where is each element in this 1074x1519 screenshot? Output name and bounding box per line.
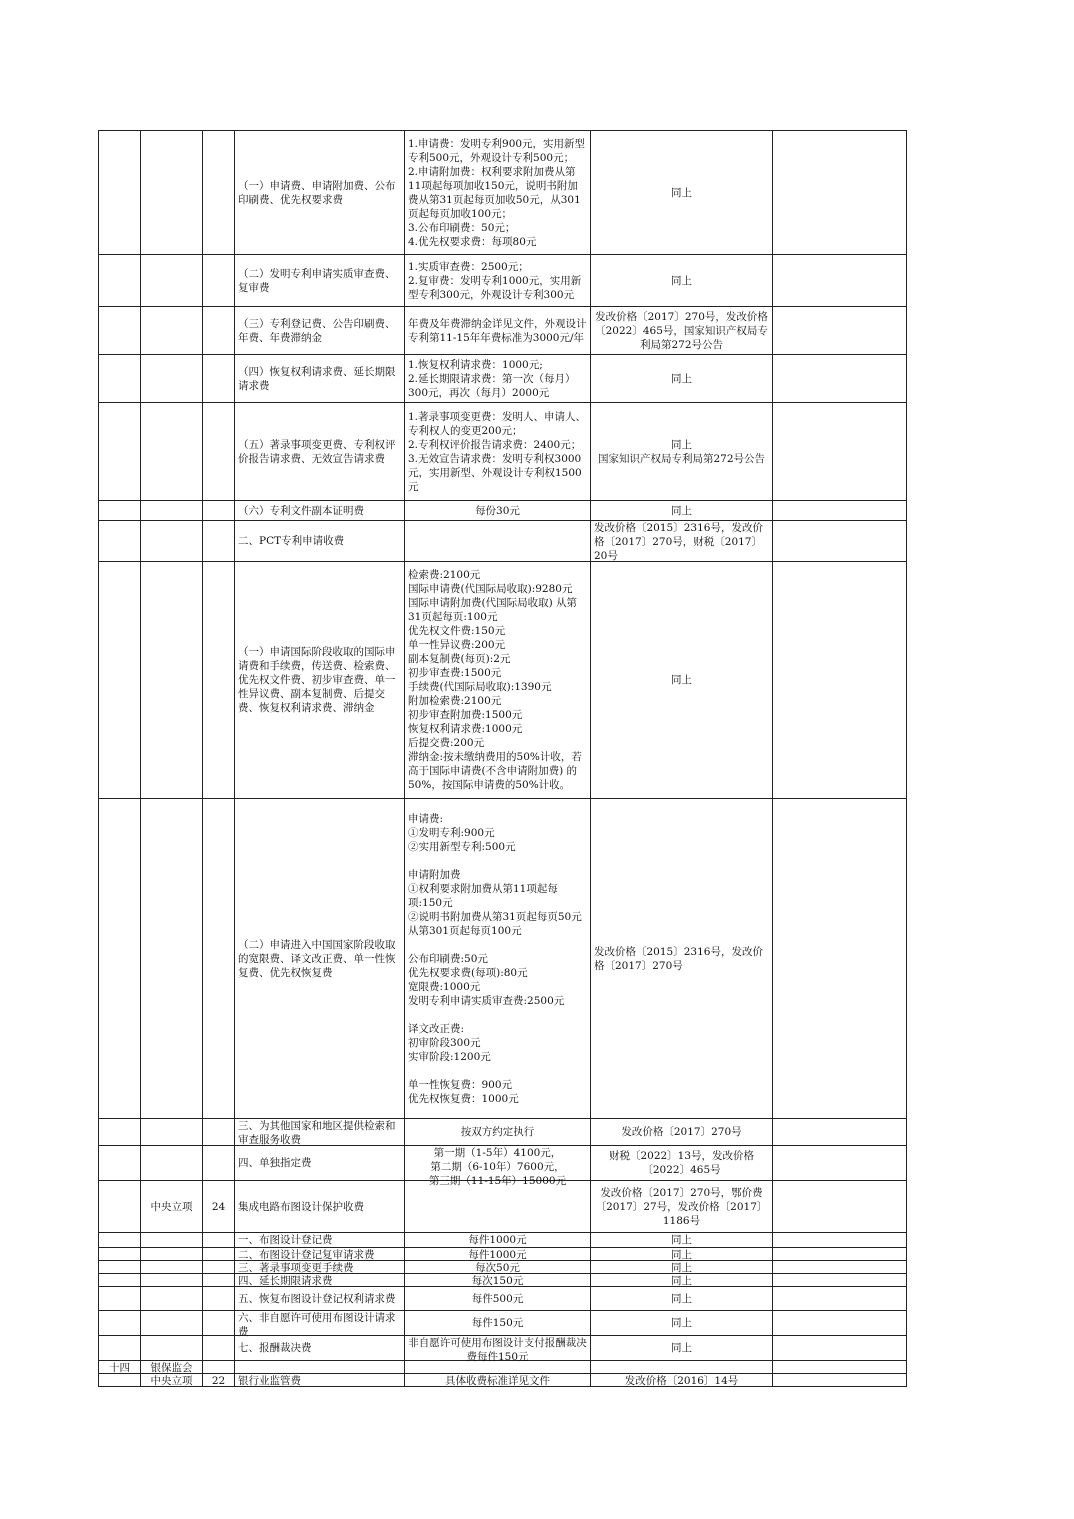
basis-text: 同上 xyxy=(671,1234,692,1246)
basis-cell xyxy=(591,562,773,799)
number-cell xyxy=(203,1374,235,1387)
number-cell xyxy=(203,307,235,355)
seq-text: 十四 xyxy=(109,1362,130,1374)
number-cell xyxy=(203,403,235,501)
basis-cell xyxy=(591,1361,773,1374)
table-row xyxy=(99,355,907,403)
seq-cell xyxy=(99,1287,141,1311)
basis-cell xyxy=(591,307,773,355)
table-row xyxy=(99,1146,907,1181)
item-cell xyxy=(235,501,405,521)
standard-cell xyxy=(405,1181,591,1233)
basis-text: 同上 xyxy=(671,1249,692,1261)
item-cell xyxy=(235,1248,405,1261)
item-cell xyxy=(235,1287,405,1311)
number-text: 24 xyxy=(211,1200,226,1213)
standard-cell xyxy=(405,131,591,255)
note-cell xyxy=(773,1248,907,1261)
item-text: （一）申请国际阶段收取的国际申请费和手续费，传送费、检索费、优先权文件费、初步审查费、单一性异议费、副本复制费、后提交费、恢复权利请求费、滞纳金 xyxy=(238,646,396,714)
number-cell xyxy=(203,1248,235,1261)
category-cell xyxy=(141,501,203,521)
fee-table xyxy=(98,130,907,1387)
table-row xyxy=(99,1311,907,1336)
basis-cell xyxy=(591,1336,773,1361)
note-cell xyxy=(773,562,907,799)
table-row xyxy=(99,1374,907,1387)
category-cell xyxy=(141,1119,203,1146)
category-text: 银保监会 xyxy=(150,1362,193,1374)
item-cell xyxy=(235,1274,405,1287)
note-cell xyxy=(773,131,907,255)
basis-text: 发改价格〔2015〕2316号，发改价格〔2017〕270号 xyxy=(594,945,763,972)
seq-cell xyxy=(99,1181,141,1233)
seq-cell xyxy=(99,799,141,1119)
category-cell xyxy=(141,307,203,355)
seq-cell xyxy=(99,501,141,521)
standard-cell xyxy=(405,1261,591,1274)
note-cell xyxy=(773,1361,907,1374)
category-cell xyxy=(141,355,203,403)
item-cell xyxy=(235,1336,405,1361)
basis-cell xyxy=(591,1181,773,1233)
seq-cell xyxy=(99,1311,141,1336)
basis-text: 同上 xyxy=(671,1262,692,1274)
table-row xyxy=(99,501,907,521)
note-cell xyxy=(773,501,907,521)
table-row xyxy=(99,521,907,562)
standard-text: 非自愿许可使用布图设计支付报酬裁决费每件150元 xyxy=(408,1337,587,1363)
item-cell xyxy=(235,131,405,255)
category-cell xyxy=(141,1181,203,1233)
basis-text: 同上 xyxy=(671,186,692,199)
standard-cell xyxy=(405,255,591,307)
number-cell xyxy=(203,1336,235,1361)
note-cell xyxy=(773,1336,907,1361)
note-cell xyxy=(773,799,907,1119)
basis-cell xyxy=(591,1146,773,1181)
category-cell xyxy=(141,1248,203,1261)
item-text: （二）申请进入中国国家阶段收取的宽限费、译文改正费、单一性恢复费、优先权恢复费 xyxy=(238,938,396,979)
seq-cell xyxy=(99,1248,141,1261)
item-text: 七、报酬裁决费 xyxy=(238,1342,312,1354)
basis-cell xyxy=(591,1311,773,1336)
item-text: 四、单独指定费 xyxy=(238,1157,312,1169)
standard-cell xyxy=(405,799,591,1119)
table-row xyxy=(99,255,907,307)
standard-cell xyxy=(405,403,591,501)
basis-text: 同上 xyxy=(671,1342,692,1354)
category-cell xyxy=(141,562,203,799)
basis-cell xyxy=(591,403,773,501)
item-text: （三）专利登记费、公告印刷费、年费、年费滞纳金 xyxy=(238,317,396,344)
standard-cell xyxy=(405,1146,591,1187)
note-cell xyxy=(773,1146,907,1181)
category-cell xyxy=(141,1261,203,1274)
category-cell xyxy=(141,255,203,307)
basis-text: 发改价格〔2017〕270号，发改价格〔2022〕465号，国家知识产权局专利局第272号公告 xyxy=(595,310,768,351)
item-cell xyxy=(235,1119,405,1146)
note-cell xyxy=(773,1233,907,1248)
table-row xyxy=(99,1181,907,1233)
item-cell xyxy=(235,1233,405,1248)
standard-cell xyxy=(405,1233,591,1248)
category-cell xyxy=(141,403,203,501)
category-cell xyxy=(141,799,203,1119)
item-text: （五）著录事项变更费、专利权评价报告请求费、无效宣告请求费 xyxy=(238,438,396,465)
note-cell xyxy=(773,307,907,355)
basis-text: 发改价格〔2017〕270号，鄂价费〔2017〕27号，发改价格〔2017〕1186号 xyxy=(595,1186,768,1227)
category-cell xyxy=(141,1287,203,1311)
standard-text: 每次150元 xyxy=(471,1275,524,1287)
number-cell xyxy=(203,131,235,255)
standard-text: 按双方约定执行 xyxy=(460,1126,535,1138)
basis-cell xyxy=(591,1374,773,1387)
note-cell xyxy=(773,403,907,501)
number-cell xyxy=(203,521,235,562)
category-cell xyxy=(141,521,203,562)
standard-text: 每件150元 xyxy=(471,1317,524,1329)
standard-text: 申请费: ①发明专利:900元 ②实用新型专利:500元 申请附加费 ①权利要求附加费从第11项起每项:150元 ②说明书附加费从第31页起每页50元 从第301页起每页100元 公布印刷费:50元 优先权要求费(每项):80元 宽限费:1000元 发明专利申请实质审查费:2500元 译文改正费: 初审阶段300元 实审阶段:1200元 单一性恢复费：900元 优先权恢复费：1000元 xyxy=(408,812,582,1105)
basis-text: 同上 xyxy=(671,1292,692,1305)
seq-cell xyxy=(99,255,141,307)
note-cell xyxy=(773,255,907,307)
item-text: 三、为其他国家和地区提供检索和审查服务收费 xyxy=(238,1120,396,1146)
basis-cell xyxy=(591,131,773,255)
table-row xyxy=(99,1119,907,1146)
standard-cell xyxy=(405,1311,591,1336)
basis-text: 同上 xyxy=(671,274,692,287)
category-text: 中央立项 xyxy=(150,1200,193,1213)
seq-cell xyxy=(99,131,141,255)
standard-cell xyxy=(405,1374,591,1387)
category-cell xyxy=(141,1311,203,1336)
note-cell xyxy=(773,521,907,562)
basis-text: 同上 xyxy=(671,674,692,686)
basis-cell xyxy=(591,1119,773,1146)
item-text: 集成电路布图设计保护收费 xyxy=(238,1200,364,1213)
standard-cell xyxy=(405,1119,591,1146)
standard-text: 第一期（1-5年）4100元， 第二期（6-10年）7600元， 第三期（11-15年）15000元 xyxy=(428,1147,567,1187)
standard-text: 每件1000元 xyxy=(468,1234,527,1246)
basis-text: 同上 xyxy=(671,372,692,385)
table-row xyxy=(99,1261,907,1274)
standard-text: 1.实质审查费：2500元； 2.复审费：发明专利1000元，实用新型专利300元，外观设计专利300元 xyxy=(408,260,582,301)
item-cell xyxy=(235,1181,405,1233)
category-cell xyxy=(141,1361,203,1374)
seq-cell xyxy=(99,1261,141,1274)
item-cell xyxy=(235,799,405,1119)
seq-cell xyxy=(99,1146,141,1181)
number-cell xyxy=(203,1274,235,1287)
category-cell xyxy=(141,1374,203,1387)
seq-cell xyxy=(99,1361,141,1374)
number-cell xyxy=(203,1119,235,1146)
basis-cell xyxy=(591,355,773,403)
category-cell xyxy=(141,1336,203,1361)
standard-text: 每份30元 xyxy=(475,504,520,517)
item-text: 六、非自愿许可使用布图设计请求费 xyxy=(238,1312,396,1338)
standard-cell xyxy=(405,1248,591,1261)
standard-text: 每件1000元 xyxy=(468,1249,527,1261)
basis-text: 发改价格〔2015〕2316号，发改价格〔2017〕270号，财税〔2017〕20号 xyxy=(594,522,763,562)
item-cell xyxy=(235,1361,405,1374)
basis-text: 财税〔2022〕13号，发改价格〔2022〕465号 xyxy=(608,1150,755,1176)
standard-cell xyxy=(405,1274,591,1287)
standard-cell xyxy=(405,562,591,799)
note-cell xyxy=(773,1119,907,1146)
standard-text: 每件500元 xyxy=(471,1292,524,1305)
item-text: 二、PCT专利申请收费 xyxy=(238,535,345,547)
basis-cell xyxy=(591,1287,773,1311)
item-text: （六）专利文件副本证明费 xyxy=(238,504,364,517)
note-cell xyxy=(773,1274,907,1287)
seq-cell xyxy=(99,562,141,799)
seq-cell xyxy=(99,1374,141,1387)
item-text: 一、布图设计登记费 xyxy=(238,1234,333,1246)
item-text: （四）恢复权利请求费、延长期限请求费 xyxy=(238,365,396,392)
category-cell xyxy=(141,1146,203,1181)
number-cell xyxy=(203,1146,235,1181)
number-cell xyxy=(203,1311,235,1336)
item-cell xyxy=(235,255,405,307)
table-row xyxy=(99,403,907,501)
seq-cell xyxy=(99,1233,141,1248)
basis-text: 同上 xyxy=(671,1275,692,1287)
item-cell xyxy=(235,1374,405,1387)
basis-text: 同上 xyxy=(671,504,692,517)
number-cell xyxy=(203,255,235,307)
table-row xyxy=(99,799,907,1119)
item-text: 三、著录事项变更手续费 xyxy=(238,1262,354,1274)
category-cell xyxy=(141,1233,203,1248)
table-row xyxy=(99,1248,907,1261)
seq-cell xyxy=(99,1336,141,1361)
item-text: （一）申请费、申请附加费、公布印刷费、优先权要求费 xyxy=(238,179,396,206)
standard-cell xyxy=(405,521,591,562)
basis-cell xyxy=(591,521,773,562)
table-row xyxy=(99,562,907,799)
number-cell xyxy=(203,799,235,1119)
basis-text: 发改价格〔2016〕14号 xyxy=(624,1375,739,1387)
basis-cell xyxy=(591,1274,773,1287)
table-row xyxy=(99,1287,907,1311)
item-cell xyxy=(235,521,405,562)
standard-cell xyxy=(405,355,591,403)
standard-cell xyxy=(405,307,591,355)
note-cell xyxy=(773,355,907,403)
basis-cell xyxy=(591,501,773,521)
note-cell xyxy=(773,1287,907,1311)
standard-cell xyxy=(405,501,591,521)
table-row xyxy=(99,1274,907,1287)
basis-cell xyxy=(591,1248,773,1261)
basis-text: 发改价格〔2017〕270号 xyxy=(621,1126,742,1138)
seq-cell xyxy=(99,355,141,403)
basis-cell xyxy=(591,1261,773,1274)
fee-table-body xyxy=(99,131,907,1387)
item-text: （二）发明专利申请实质审查费、复审费 xyxy=(238,267,396,294)
standard-text: 具体收费标准详见文件 xyxy=(445,1375,550,1387)
note-cell xyxy=(773,1181,907,1233)
number-cell xyxy=(203,1361,235,1374)
basis-text: 同上 国家知识产权局专利局第272号公告 xyxy=(597,438,766,465)
number-cell xyxy=(203,501,235,521)
basis-text: 同上 xyxy=(671,1317,692,1329)
note-cell xyxy=(773,1311,907,1336)
seq-cell xyxy=(99,307,141,355)
category-text: 中央立项 xyxy=(150,1375,193,1387)
note-cell xyxy=(773,1374,907,1387)
standard-text: 检索费:2100元 国际申请费(代国际局收取):9280元 国际申请附加费(代国际局收取) 从第31页起每页:100元 优先权文件费:150元 单一性异议费:200元 副本复制费(每页):2元 初步审查费:1500元 手续费(代国际局收取):1390元 附加检索费:2100元 初步审查附加费:1500元 恢复权利请求费:1000元 后提交费:200元 滞纳金:按未缴纳费用的50%计收，若高于国际申请费(不含申请附加费) 的 50%，按国际申请费的50%计收。 xyxy=(408,569,582,791)
seq-cell xyxy=(99,1119,141,1146)
standard-cell xyxy=(405,1336,591,1361)
item-text: 四、延长期限请求费 xyxy=(238,1275,333,1287)
seq-cell xyxy=(99,403,141,501)
basis-cell xyxy=(591,799,773,1119)
number-cell xyxy=(203,355,235,403)
number-cell xyxy=(203,1287,235,1311)
category-cell xyxy=(141,1274,203,1287)
standard-text: 1.著录事项变更费：发明人、申请人、专利权人的变更200元； 2.专利权评价报告请求费：2400元； 3.无效宣告请求费：发明专利权3000元，实用新型、外观设计专利权1500元 xyxy=(408,410,587,493)
standard-text: 年费及年费滞纳金详见文件，外观设计专利第11-15年年费标准为3000元/年 xyxy=(408,317,587,344)
item-cell xyxy=(235,355,405,403)
item-cell xyxy=(235,403,405,501)
item-cell xyxy=(235,307,405,355)
table-row xyxy=(99,1336,907,1361)
table-row xyxy=(99,307,907,355)
item-cell xyxy=(235,1261,405,1274)
item-cell xyxy=(235,1146,405,1181)
number-cell xyxy=(203,1261,235,1274)
item-text: 五、恢复布图设计登记权利请求费 xyxy=(238,1292,396,1305)
number-cell xyxy=(203,1233,235,1248)
seq-cell xyxy=(99,1274,141,1287)
standard-text: 1.恢复权利请求费：1000元; 2.延长期限请求费：第一次（每月）300元，再次（每月）2000元 xyxy=(408,358,576,399)
item-text: 二、布图设计登记复审请求费 xyxy=(238,1249,375,1261)
seq-cell xyxy=(99,521,141,562)
number-cell xyxy=(203,1181,235,1233)
table-row xyxy=(99,131,907,255)
number-text: 22 xyxy=(211,1375,226,1387)
basis-cell xyxy=(591,1233,773,1248)
category-cell xyxy=(141,131,203,255)
table-row xyxy=(99,1233,907,1248)
standard-text: 1.申请费：发明专利900元，实用新型专利500元，外观设计专利500元； 2.申请附加费：权利要求附加费从第11项起每项加收150元，说明书附加费从第31页起每页加收50元，从301页起每页加收100元； 3.公布印刷费：50元； 4.优先权要求费：每项80元 xyxy=(408,137,586,248)
basis-cell xyxy=(591,255,773,307)
item-cell xyxy=(235,562,405,799)
standard-cell xyxy=(405,1287,591,1311)
item-cell xyxy=(235,1311,405,1336)
number-cell xyxy=(203,562,235,799)
note-cell xyxy=(773,1261,907,1274)
standard-text: 每次50元 xyxy=(475,1262,520,1274)
item-text: 银行业监管费 xyxy=(238,1375,301,1387)
